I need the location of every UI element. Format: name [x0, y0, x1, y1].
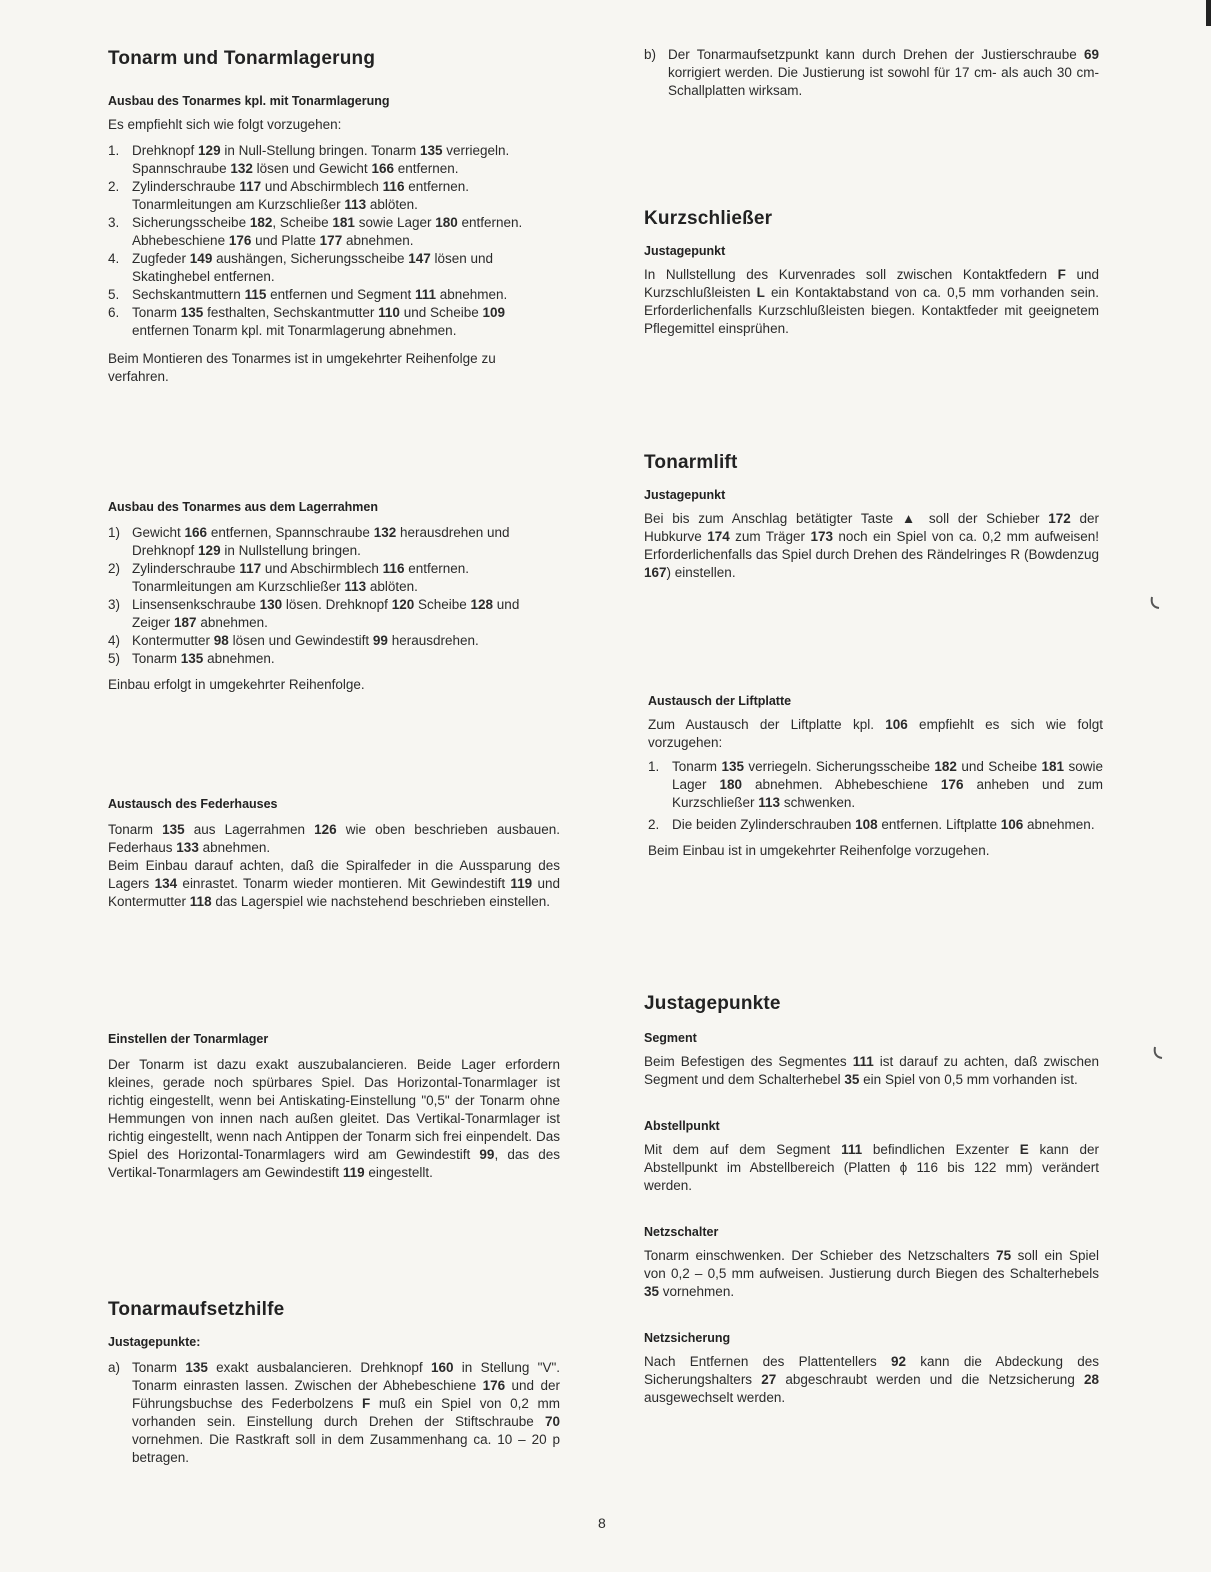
- sub-ausbau-kpl: Ausbau des Tonarmes kpl. mit Tonarmlagerung: [108, 94, 390, 108]
- segment-text: Beim Befestigen des Segmentes 111 ist darauf zu achten, daß zwischen Segment und dem Schalterhebel 35 ein Spiel von 0,5 mm vorhanden ist.: [644, 1054, 1099, 1087]
- sub-lift-justagepunkt: Justagepunkt: [644, 488, 726, 502]
- list-item: 3) Linsensenkschraube 130 lösen. Drehknopf 120 Scheibe 128 und Zeiger 187 abnehmen.: [108, 597, 520, 630]
- list-item: 2. Die beiden Zylinderschrauben 108 entfernen. Liftplatte 106 abnehmen.: [648, 817, 1095, 832]
- heading-tonarm-lagerung: Tonarm und Tonarmlagerung: [108, 48, 376, 69]
- liftplatte-outro: Beim Einbau ist in umgekehrter Reihenfolge vorzugehen.: [648, 843, 990, 858]
- section-liftplatte: [648, 694, 1103, 860]
- list-item: a) Tonarm 135 exakt ausbalancieren. Drehknopf 160 in Stellung "V". Tonarm einrasten lassen. Zwischen der Abhebeschiene 176 und der Führungsbuchse des Federbolzens F muß ein Spiel von 0,2 mm vorhanden sein. Einstellung durch Drehen der Stiftschraube 70 vornehmen. Die Rastkraft soll in dem Zusammenhang ca. 10 – 20 p betragen.: [108, 1360, 561, 1465]
- list-item: 1. Drehknopf 129 in Null-Stellung bringen. Tonarm 135 verriegeln. Spannschraube 132 lösen und Gewicht 166 entfernen.: [108, 143, 510, 176]
- section-lagerrahmen: [108, 500, 560, 694]
- intro-text: Es empfiehlt sich wie folgt vorzugehen:: [108, 117, 342, 132]
- section-kurzschliesser: [644, 208, 1099, 338]
- lagerrahmen-steps: [108, 524, 560, 668]
- sub-kurz-justagepunkt: Justagepunkt: [644, 244, 726, 258]
- tonarmlift-text: Bei bis zum Anschlag betätigter Taste ▲ soll der Schieber 172 der Hubkurve 174 zum Träger 173 noch ein Spiel von ca. 0,2 mm aufweisen! Erforderlichenfalls das Spiel durch Drehen des Rändelringes R (Bowdenzug 167) einstellen.: [644, 511, 1100, 580]
- scan-edge-mark: [1206, 0, 1211, 26]
- lagerrahmen-outro: Einbau erfolgt in umgekehrter Reihenfolge.: [108, 677, 365, 692]
- liftplatte-intro: Zum Austausch der Liftplatte kpl. 106 empfiehlt es sich wie folgt vorzugehen:: [648, 717, 1103, 750]
- list-item: 2) Zylinderschraube 117 und Abschirmblech 116 entfernen. Tonarmleitungen am Kurzschließer 113 ablöten.: [108, 561, 469, 594]
- abstell-text: Mit dem auf dem Segment 111 befindlichen Exzenter E kann der Abstellpunkt im Abstellbereich (Platten ϕ 116 bis 122 mm) verändert werden.: [644, 1142, 1099, 1193]
- steps-list: [108, 142, 560, 340]
- section-aufsetzhilfe: [108, 1299, 560, 1467]
- liftplatte-steps: [648, 758, 1103, 834]
- section-einstellen: [108, 1032, 560, 1182]
- list-item: 5. Sechskantmuttern 115 entfernen und Segment 111 abnehmen.: [108, 287, 508, 302]
- list-item: b) Der Tonarmaufsetzpunkt kann durch Drehen der Justierschraube 69 korrigiert werden. Die Justierung ist sowohl für 17 cm- als auch 30 cm-Schallplatten wirksam.: [644, 47, 1099, 98]
- page-number: 8: [598, 1515, 606, 1531]
- list-item: 2. Zylinderschraube 117 und Abschirmblech 116 entfernen. Tonarmleitungen am Kurzschließer 113 ablöten.: [108, 179, 469, 212]
- kurzschliesser-text: In Nullstellung des Kurvenrades soll zwischen Kontaktfedern F und Kurzschlußleisten L ein Kontaktabstand von ca. 0,5 mm vorhanden sein. Erforderlichenfalls Kurzschlußleisten biegen. Kontaktfeder mit geeignetem Pflegemittel einsprühen.: [644, 267, 1099, 336]
- netzschalter-text: Tonarm einschwenken. Der Schieber des Netzschalters 75 soll ein Spiel von 0,2 – 0,5 mm aufweisen. Justierung durch Biegen des Schalterhebels 35 vornehmen.: [644, 1248, 1100, 1299]
- federhaus-text: Tonarm 135 aus Lagerrahmen 126 wie oben beschrieben ausbauen. Federhaus 133 abnehmen. Beim Einbau darauf achten, daß die Spiralfeder in die Aussparung des Lagers 134 einrastet. Tonarm wieder montieren. Mit Gewindestift 119 und Kontermutter 118 das Lagerspiel wie nachstehend beschrieben einstellen.: [108, 822, 561, 909]
- list-item: 6. Tonarm 135 festhalten, Sechskantmutter 110 und Scheibe 109 entfernen Tonarm kpl. mit Tonarmlagerung abnehmen.: [108, 305, 506, 338]
- list-item: 4. Zugfeder 149 aushängen, Sicherungsscheibe 147 lösen und Skatinghebel entfernen.: [108, 251, 494, 284]
- binder-hole-mark: [1152, 1046, 1164, 1060]
- sub-segment: Segment: [644, 1031, 697, 1045]
- sub-liftplatte: Austausch der Liftplatte: [648, 694, 792, 708]
- heading-kurzschliesser: Kurzschließer: [644, 208, 773, 229]
- section-aufsetzpunkt-b: [644, 46, 1099, 100]
- sub-netzschalter: Netzschalter: [644, 1225, 719, 1239]
- heading-justagepunkte: Justagepunkte: [644, 993, 781, 1014]
- sub-abstellpunkt: Abstellpunkt: [644, 1119, 720, 1133]
- einstellen-text: Der Tonarm ist dazu exakt auszubalancieren. Beide Lager erfordern kleines, gerade noch spürbares Spiel. Das Horizontal-Tonarmlager ist richtig eingestellt, wenn bei Antiskating-Einstellung "0,5" der Tonarm ohne Hemmungen von innen nach außen gleitet. Das Vertikal-Tonarmlager ist richtig eingestellt, wenn nach Antippen der Tonarm sich frei einpendelt. Das Spiel des Horizontal-Tonarmlagers wird am Gewindestift 99, das des Vertikal-Tonarmlagers am Gewindestift 119 eingestellt.: [108, 1057, 560, 1180]
- heading-aufsetzhilfe: Tonarmaufsetzhilfe: [108, 1299, 285, 1320]
- section-tonarm-lagerung: [108, 48, 560, 386]
- sub-justagepunkte-a: Justagepunkte:: [108, 1335, 201, 1349]
- section-federhaus: [108, 797, 560, 911]
- section-tonarmlift: [644, 452, 1099, 582]
- aufsetzpunkt-list: [644, 46, 1099, 100]
- heading-tonarmlift: Tonarmlift: [644, 452, 738, 473]
- sub-lagerrahmen: Ausbau des Tonarmes aus dem Lagerrahmen: [108, 500, 378, 514]
- sub-netzsicherung: Netzsicherung: [644, 1331, 731, 1345]
- list-item: 4) Kontermutter 98 lösen und Gewindestift 99 herausdrehen.: [108, 633, 479, 648]
- list-item: 1. Tonarm 135 verriegeln. Sicherungsscheibe 182 und Scheibe 181 sowie Lager 180 abnehmen. Abhebeschiene 176 anheben und zum Kurzschließer 113 schwenken.: [648, 759, 1104, 810]
- outro-text: Beim Montieren des Tonarmes ist in umgekehrter Reihenfolge zu verfahren.: [108, 351, 496, 384]
- sub-einstellen: Einstellen der Tonarmlager: [108, 1032, 269, 1046]
- netzsicherung-text: Nach Entfernen des Plattentellers 92 kann die Abdeckung des Sicherungshalters 27 abgeschraubt werden und die Netzsicherung 28 ausgewechselt werden.: [644, 1354, 1099, 1405]
- list-item: 5) Tonarm 135 abnehmen.: [108, 651, 275, 666]
- list-item: 3. Sicherungsscheibe 182, Scheibe 181 sowie Lager 180 entfernen. Abhebeschiene 176 und Platte 177 abnehmen.: [108, 215, 523, 248]
- list-item: 1) Gewicht 166 entfernen, Spannschraube 132 herausdrehen und Drehknopf 129 in Nullstellung bringen.: [108, 525, 510, 558]
- aufsetzhilfe-list: [108, 1359, 560, 1467]
- section-justagepunkte: [644, 993, 1099, 1407]
- binder-hole-mark: [1149, 596, 1161, 610]
- sub-federhaus: Austausch des Federhauses: [108, 797, 278, 811]
